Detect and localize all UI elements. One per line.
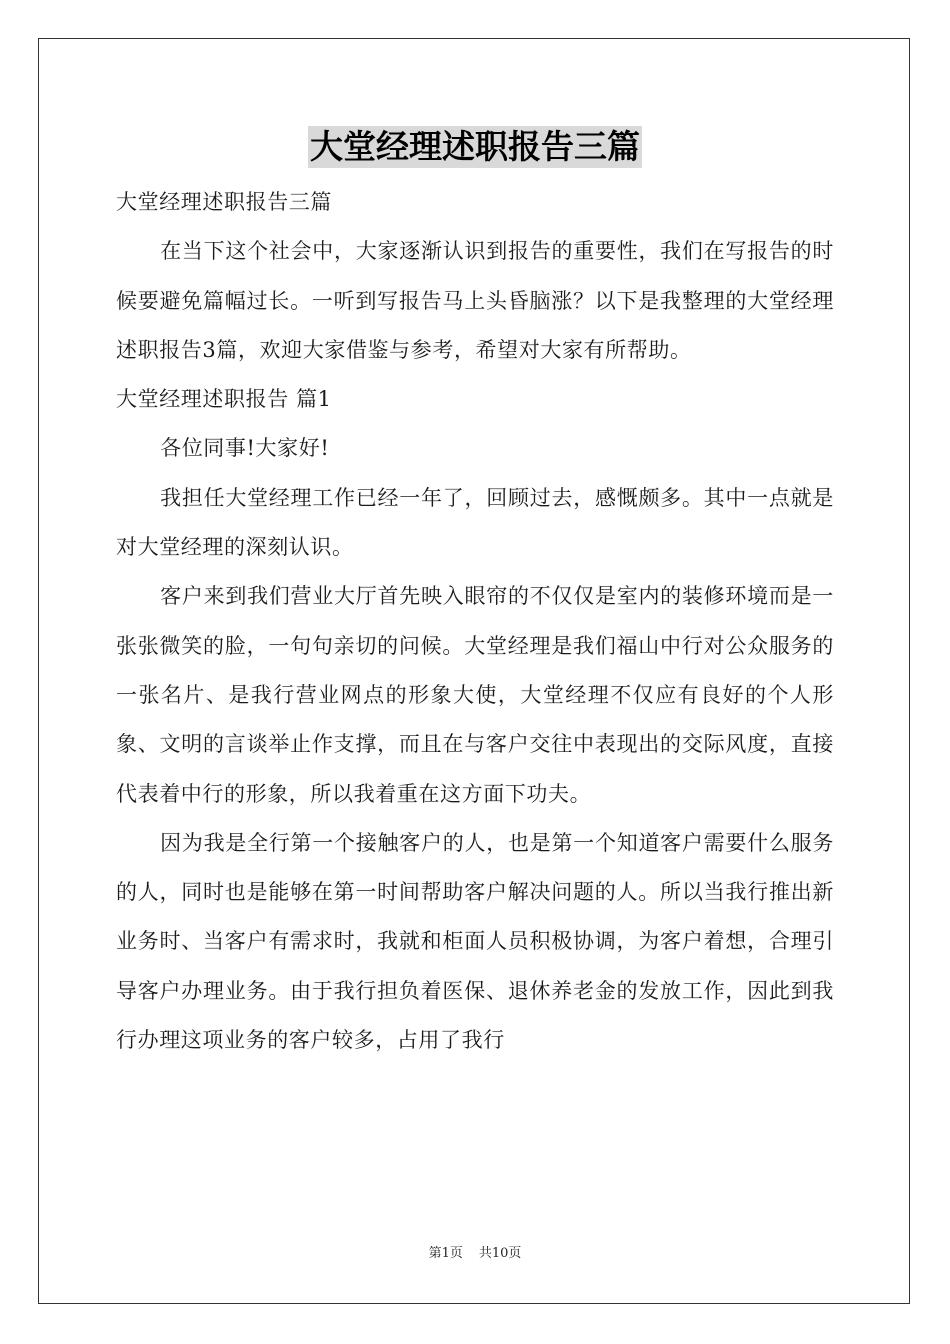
page-total: 共10页	[478, 1246, 522, 1261]
page-number: 第1页	[428, 1246, 463, 1261]
page-footer	[0, 1244, 950, 1264]
paragraph-body: 客户来到我们营业大厅首先映入眼帘的不仅仅是室内的装修环境而是一张张微笑的脸，一句句亲切的问候。大堂经理是我们福山中行对公众服务的一张名片、是我行营业网点的形象大使，大堂经理不仅应有良好的个人形象、文明的言谈举止作支撑，而且在与客户交往中表现出的交际风度，直接代表着中行的形象，所以我着重在这方面下功夫。	[116, 584, 834, 806]
section-heading: 大堂经理述职报告 篇1	[116, 387, 332, 412]
paragraph-intro: 在当下这个社会中，大家逐渐认识到报告的重要性，我们在写报告的时候要避免篇幅过长。一听到写报告马上头昏脑涨？以下是我整理的大堂经理述职报告3篇，欢迎大家借鉴与参考，希望对大家有所帮助。	[116, 239, 834, 362]
document-title: 大堂经理述职报告三篇	[310, 127, 640, 166]
paragraph-body: 因为我是全行第一个接触客户的人，也是第一个知道客户需要什么服务的人，同时也是能够在第一时间帮助客户解决问题的人。所以当我行推出新业务时、当客户有需求时，我就和柜面人员积极协调，为客户着想，合理引导客户办理业务。由于我行担负着医保、退休养老金的发放工作，因此到我行办理这项业务的客户较多，占用了我行	[116, 830, 834, 1053]
paragraph-greeting: 各位同事!大家好!	[160, 436, 330, 461]
document-body	[116, 178, 834, 1065]
paragraph-subtitle: 大堂经理述职报告三篇	[116, 190, 332, 214]
document-title-block	[0, 126, 950, 168]
paragraph-body: 我担任大堂经理工作已经一年了，回顾过去，感慨颇多。其中一点就是对大堂经理的深刻认识。	[116, 485, 834, 560]
